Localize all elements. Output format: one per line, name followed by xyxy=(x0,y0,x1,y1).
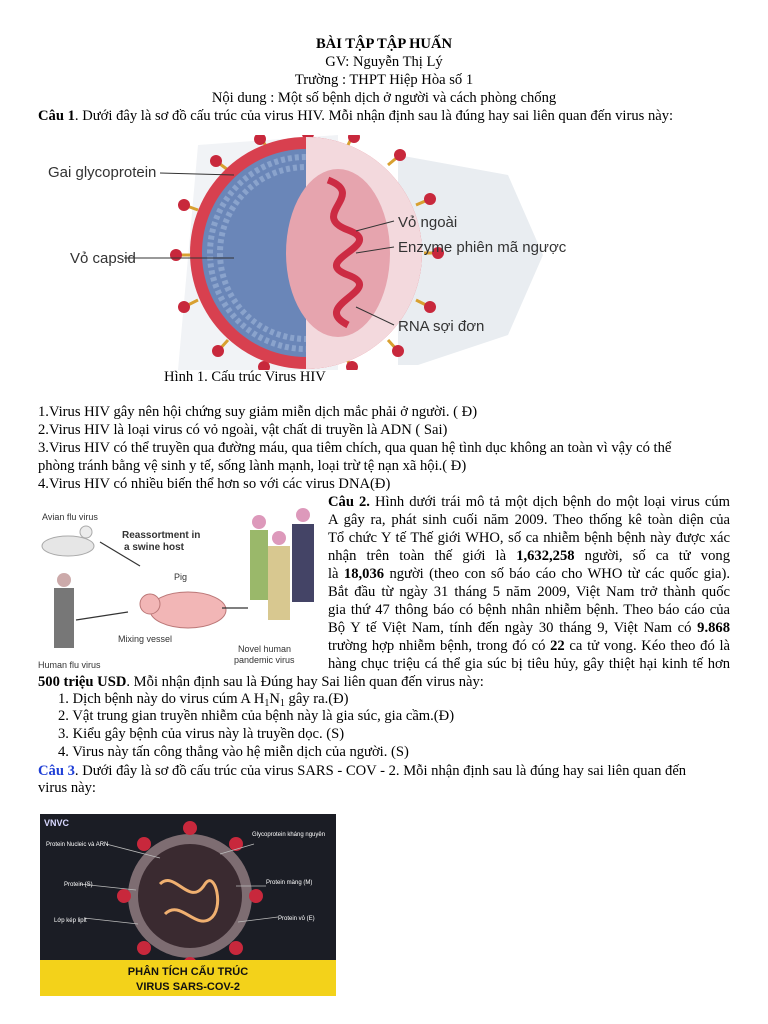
label-lipid: Lớp kép lipit xyxy=(54,918,87,924)
hiv-caption: Hình 1. Cấu trúc Virus HIV xyxy=(164,369,326,385)
q2-statement-3: 3. Kiểu gây bệnh của virus này là truyền dọc. (S) xyxy=(58,726,345,742)
q1-statement-3: 3.Virus HIV có thể truyền qua đường máu, qua tiêm chích, qua quan hệ tình dục không an toàn vì vậy có thể xyxy=(38,440,672,456)
q2-damage: 500 triệu USD xyxy=(38,674,127,690)
q1-statement-2: 2.Virus HIV là loại virus có vỏ ngoài, vật chất di truyền là ADN ( Sai) xyxy=(38,422,448,438)
q2-deaths-world: 18,036 xyxy=(343,566,385,582)
q1-statement-1: 1.Virus HIV gây nên hội chứng suy giảm miễn dịch mắc phải ở người. ( Đ) xyxy=(38,404,478,420)
label-reassortment: Reassortment in a swine host xyxy=(122,530,201,553)
q3-label: Câu 3 xyxy=(38,763,75,779)
q2-line-11: 500 triệu USD. Mỗi nhận định sau là Đúng hay Sai liên quan đến virus này: xyxy=(38,674,484,690)
label-glycoprotein: Glycoprotein kháng nguyên xyxy=(252,832,326,838)
q3-prompt: Câu 3. Dưới đây là sơ đồ cấu trúc của virus SARS - COV - 2. Mỗi nhận định sau là đúng hay sai liên quan đến xyxy=(38,763,687,779)
label-pig: Pig xyxy=(174,572,188,582)
label-nucleic: Protein Nucleic và ARN xyxy=(46,842,109,848)
label-mixing: Mixing vessel xyxy=(118,634,173,644)
q3-prompt-cont: virus này: xyxy=(38,780,96,796)
label-avian: Avian flu virus xyxy=(42,512,98,522)
q2-deaths-vn: 22 xyxy=(550,638,565,654)
q2-line-7: gia thứ 47 thông báo có bệnh nhân nhiễm bệnh. Theo báo cáo của xyxy=(328,602,730,618)
label-novel: Novel human pandemic virus xyxy=(234,644,295,665)
q2-cases-world: 1,632,258 xyxy=(516,548,575,564)
q1-statement-4: 4.Virus HIV có nhiều biến thể hơn so với các virus DNA(Đ) xyxy=(38,476,391,492)
q2-line-1: Câu 2. Hình dưới trái mô tả một dịch bệnh do một loại virus cúm xyxy=(328,494,731,510)
label-vo-capsid: Vỏ capsid xyxy=(70,250,136,267)
content-line: Nội dung : Một số bệnh dịch ở người và cách phòng chống xyxy=(211,90,557,106)
label-protein-s: Protein (S) xyxy=(64,882,93,888)
q2-line-8: Bộ Y tế Việt Nam, tính đến ngày 30 tháng 9, Việt Nam có 9.868 xyxy=(328,620,730,636)
label-membrane: Protein màng (M) xyxy=(266,880,313,886)
q2-label: Câu 2. xyxy=(328,494,370,510)
label-human-flu: Human flu virus xyxy=(38,660,101,670)
q2-line-10: hàng chục triệu cá thể gia súc bị tiêu hủy, gây thiệt hại kinh tế hơn xyxy=(328,656,730,672)
q2-cases-vn: 9.868 xyxy=(697,620,730,636)
banner-line-2: VIRUS SARS-COV-2 xyxy=(136,981,240,993)
q2-line-5: là 18,036 người (theo con số báo cáo cho WHO từ các quốc gia). xyxy=(328,566,730,582)
vnvc-logo: VNVC xyxy=(44,818,70,828)
banner-line-1: PHÂN TÍCH CẤU TRÚC xyxy=(127,966,249,978)
q2-line-6: Bắt đầu từ ngày 31 tháng 5 năm 2009, Việt Nam trở thành quốc xyxy=(328,584,730,600)
hiv-structure-figure xyxy=(38,135,570,370)
swine-flu-figure xyxy=(38,500,323,672)
q1-prompt: Câu 1. Dưới đây là sơ đồ cấu trúc của virus HIV. Mỗi nhận định sau là đúng hay sai liên quan đến virus này: xyxy=(38,108,674,124)
q2-line-9: trường hợp nhiễm bệnh, trong đó có 22 ca tử vong. Kéo theo đó là xyxy=(328,638,731,654)
document-title: BÀI TẬP TẬP HUẤN xyxy=(315,36,453,52)
label-gai-glycoprotein: Gai glycoprotein xyxy=(48,164,157,181)
q1-label: Câu 1 xyxy=(38,108,75,124)
label-enzyme: Enzyme phiên mã ngược xyxy=(398,239,567,256)
label-envelope: Protein vỏ (E) xyxy=(278,916,315,922)
label-rna: RNA sợi đơn xyxy=(398,318,485,335)
q2-line-3: Tổ chức Y tế Thế giới WHO, số ca nhiễm bệnh bệnh này được xác xyxy=(328,530,730,546)
teacher-line: GV: Nguyễn Thị Lý xyxy=(325,54,443,70)
label-vo-ngoai: Vỏ ngoài xyxy=(398,214,458,231)
q2-statement-1: 1. Dịch bệnh này do virus cúm A $H_1N_1$ gây ra.(Đ) xyxy=(58,691,349,709)
school-line: Trường : THPT Hiệp Hòa số 1 xyxy=(294,72,474,88)
q2-statement-4: 4. Virus này tấn công thẳng vào hệ miễn dịch của người. (S) xyxy=(58,744,409,760)
q2-line-4: nhận trên toàn thế giới là 1,632,258 người, số ca tử vong xyxy=(328,548,730,564)
q2-statement-2: 2. Vật trung gian truyền nhiễm của bệnh này là gia súc, gia cầm.(Đ) xyxy=(58,708,455,724)
q1-statement-3-cont: phòng tránh bằng vệ sinh y tế, sống lành mạnh, loại trừ tệ nạn xã hội.( Đ) xyxy=(38,458,467,474)
q2-line-2: A gây ra, phát sinh cuối năm 2009. Theo thống kê toàn diện của xyxy=(328,512,730,528)
sars-cov-2-figure xyxy=(40,814,336,996)
